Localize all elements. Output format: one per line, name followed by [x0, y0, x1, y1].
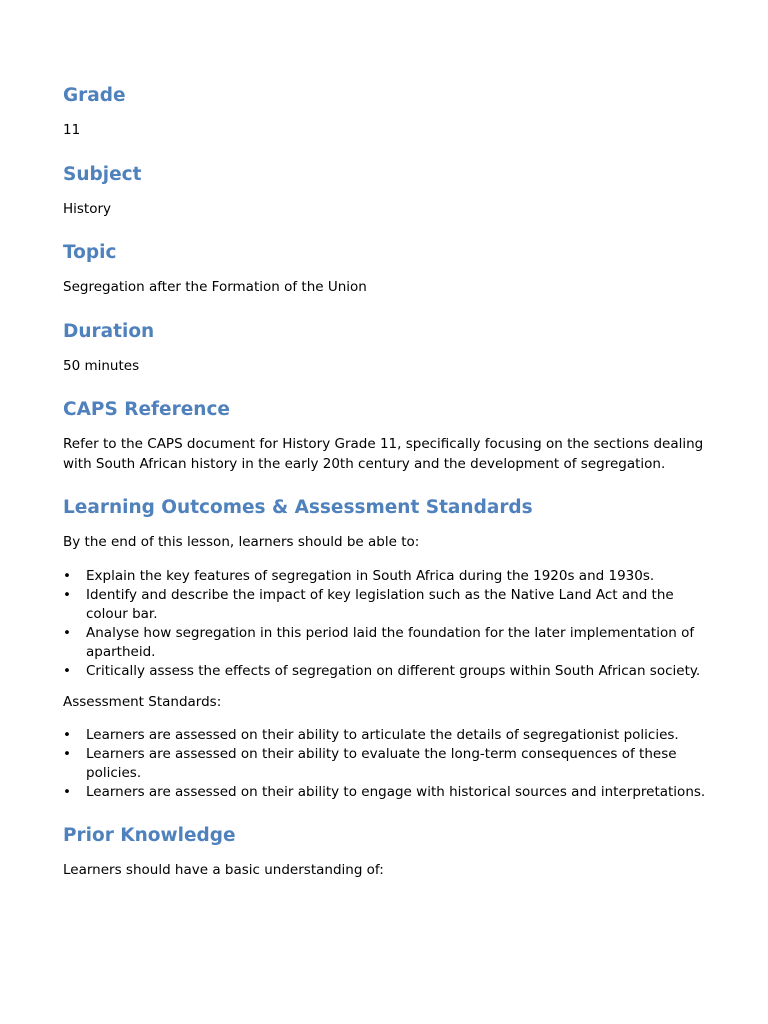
- grade-value: 11: [63, 122, 81, 138]
- prior-knowledge-text: Learners should have a basic understanding of:: [63, 862, 384, 878]
- list-item: [63, 745, 713, 783]
- list-item-text: Learners are assessed on their ability to articulate the details of segregationist policies.: [86, 727, 679, 743]
- grade-heading: Grade: [63, 85, 126, 106]
- topic-value: Segregation after the Formation of the Union: [63, 279, 367, 295]
- duration-heading: Duration: [63, 320, 155, 342]
- bullet-icon: •: [63, 567, 71, 584]
- subject-value: History: [63, 200, 112, 217]
- bullet-icon: •: [63, 727, 71, 743]
- assessment-list: [63, 726, 713, 802]
- bullet-icon: •: [63, 746, 71, 762]
- outcomes-intro: By the end of this lesson, learners should be able to:: [63, 534, 420, 550]
- assessment-label: Assessment Standards:: [63, 693, 222, 710]
- list-item: [63, 662, 713, 681]
- list-item-text: Analyse how segregation in this period laid the foundation for the later implementation of apartheid.: [86, 624, 695, 660]
- outcomes-heading: Learning Outcomes & Assessment Standards: [63, 497, 533, 518]
- list-item: [63, 586, 713, 624]
- list-item-text: Explain the key features of segregation in South Africa during the 1920s and 1930s.: [86, 567, 655, 584]
- list-item: [63, 726, 713, 745]
- bullet-icon: •: [63, 662, 71, 679]
- duration-value: 50 minutes: [63, 357, 140, 374]
- list-item: [63, 567, 713, 586]
- outcomes-list: [63, 567, 713, 681]
- bullet-icon: •: [63, 624, 71, 641]
- caps-text: Refer to the CAPS document for History Grade 11, specifically focusing on the sections dealing with South African history in the early 20th century and the development of segregation.: [63, 436, 704, 472]
- list-item-text: Critically assess the effects of segregation on different groups within South African society.: [86, 662, 701, 679]
- document-page: [63, 84, 713, 881]
- list-item-text: Identify and describe the impact of key legislation such as the Native Land Act and the colour bar.: [86, 586, 674, 622]
- list-item: [63, 783, 713, 802]
- caps-heading: CAPS Reference: [63, 399, 230, 420]
- topic-heading: Topic: [63, 242, 117, 263]
- prior-knowledge-heading: Prior Knowledge: [63, 825, 236, 846]
- bullet-icon: •: [63, 586, 71, 603]
- list-item-text: Learners are assessed on their ability to evaluate the long-term consequences of these policies.: [86, 746, 677, 781]
- bullet-icon: •: [63, 784, 71, 800]
- subject-heading: Subject: [63, 163, 142, 185]
- list-item: [63, 624, 713, 662]
- list-item-text: Learners are assessed on their ability to engage with historical sources and interpretations.: [86, 784, 706, 800]
